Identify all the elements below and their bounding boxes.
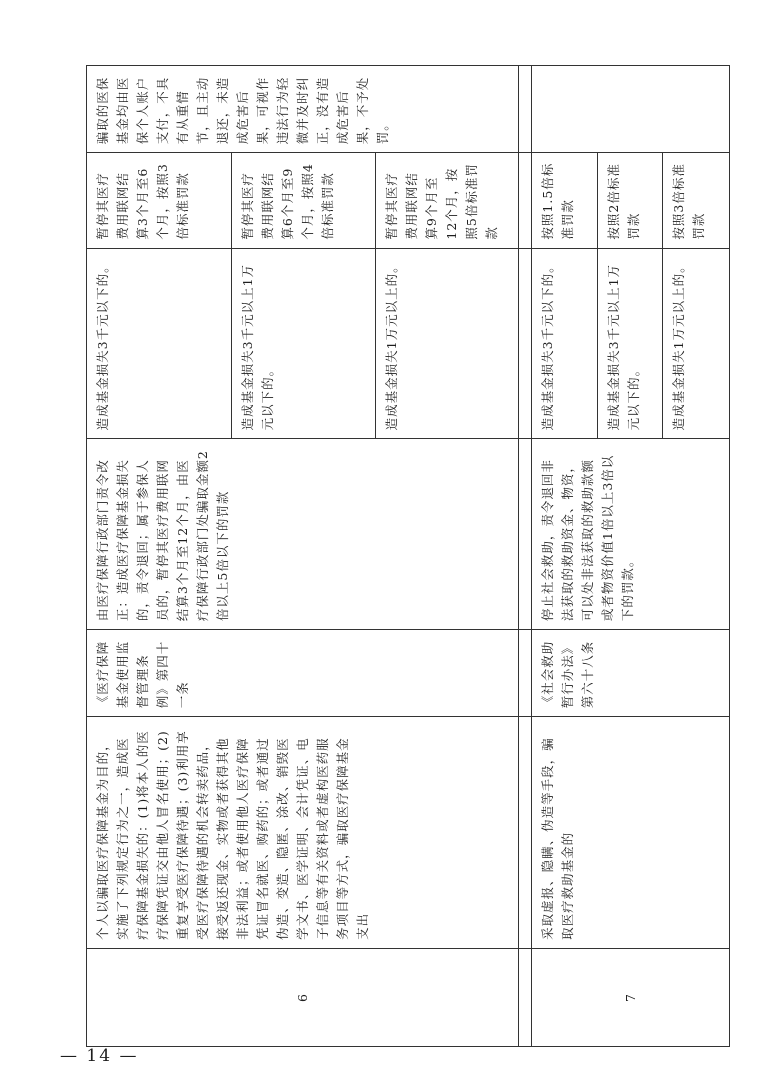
penalty-rule: 由医疗保障行政部门责令改正：造成医疗保障基金损失的，责令退回；属于参保人员的，暂停其医疗费用联网结算3个月至12个月，由医疗保障行政部门处骗取金额2倍以上5倍以下的罚款 — [87, 439, 519, 630]
tier-standards — [87, 153, 519, 248]
penalty-standards-table — [86, 65, 730, 1047]
penalty-rule: 停止社会救助，责令退回非法获取的救助资金、物资，可以处非法获取的救助款额或者物资价值1倍以上3倍以下的罚款。 — [532, 439, 730, 630]
legal-basis: 《社会救助暂行办法》第六十八条 — [532, 630, 730, 717]
remark: 骗取的医保基金均由医保个人账户支付，不具有从重情节，且主动退还，未造成危害后果，可视作违法行为轻微并及时纠正，没有造成危害后果，不予处罚。 — [87, 66, 519, 153]
tier-standard: 按照3倍标准罚款 — [662, 153, 729, 247]
tier-standard: 暂停其医疗费用联网结算9个月至12个月，按照5倍标准罚款 — [375, 153, 518, 247]
tier-conditions — [87, 248, 519, 439]
table-row — [87, 66, 519, 1047]
tier-condition: 造成基金损失3千元以上1万元以下的。 — [231, 249, 375, 439]
table-gap-row — [519, 66, 532, 1047]
rotated-table-container — [86, 65, 730, 1047]
legal-basis: 《医疗保障基金使用监督管理条例》第四十一条 — [87, 630, 519, 717]
violation-description: 采取虚报、隐瞒、伪造等手段，骗取医疗救助基金的 — [532, 717, 730, 949]
table-row — [532, 66, 730, 1047]
violation-description: 个人以骗取医疗保障基金为目的，实施了下列规定行为之一，造成医疗保障基金损失的：(1)将本人的医疗保障凭证交由他人冒名使用；(2)重复享受医疗保障待遇；(3)利用享受医疗保障待遇的机会转卖药品，接受返还现金、实物或者获得其他非法利益；或者使用他人医疗保障凭证冒名就医、购药的；或者通过伪造、变造、隐匿、涂改、销毁医学文书、医学证明、会计凭证、电子信息等有关资料或者虚构医药服务项目等方式，骗取医疗保障基金支出 — [87, 717, 519, 949]
tier-standard: 按照1.5倍标准罚款 — [532, 153, 597, 247]
tier-standards — [532, 153, 730, 248]
row-number: 6 — [87, 948, 519, 1046]
tier-standard: 按照2倍标准罚款 — [597, 153, 662, 247]
tier-condition: 造成基金损失3千元以上1万元以下的。 — [597, 249, 662, 439]
page-number: — 14 — — [60, 1046, 139, 1066]
tier-standard: 暂停其医疗费用联网结算6个月至9个月，按照4倍标准罚款 — [231, 153, 375, 247]
tier-condition: 造成基金损失3千元以下的。 — [532, 249, 597, 439]
row-number: 7 — [532, 948, 730, 1046]
tier-conditions — [532, 248, 730, 439]
tier-condition: 造成基金损失3千元以下的。 — [87, 249, 231, 439]
tier-condition: 造成基金损失1万元以上的。 — [662, 249, 729, 439]
tier-standard: 暂停其医疗费用联网结算3个月至6个月，按照3倍标准罚款 — [87, 153, 231, 247]
remark — [532, 66, 730, 153]
tier-condition: 造成基金损失1万元以上的。 — [375, 249, 518, 439]
